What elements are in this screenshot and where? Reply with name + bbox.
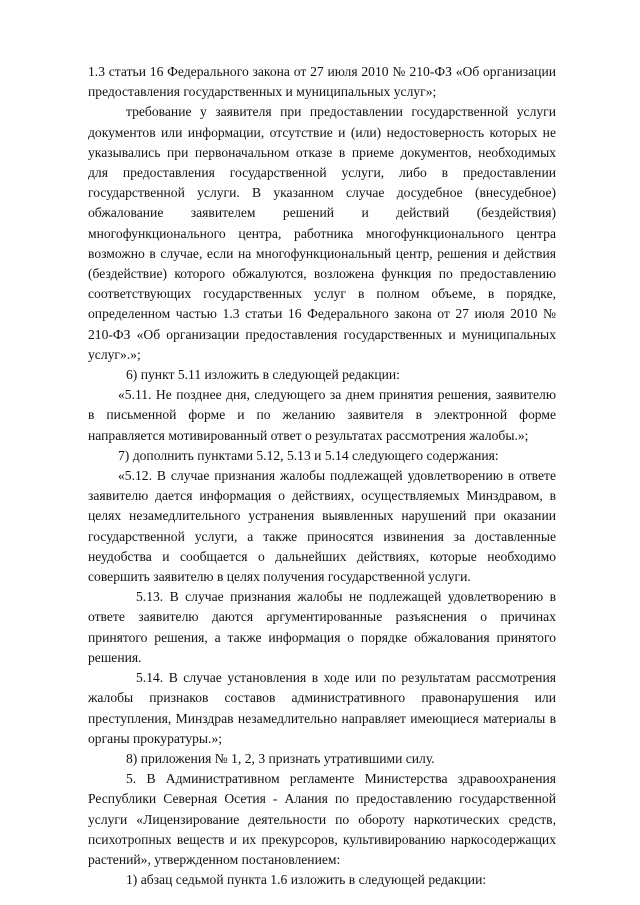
paragraph-clause-5-14: 5.14. В случае установления в ходе или по результатам рассмотрения жалобы признаков составов административного правонарушения или преступления, Минздрав незамедлительно направляет имеющиеся материалы в органы прокуратуры.»; — [88, 670, 556, 746]
paragraph-item-6: 6) пункт 5.11 изложить в следующей редакции: — [126, 367, 400, 383]
paragraph-section-5: 5. В Административном регламенте Министерства здравоохранения Республики Северная Осетия - Алания по предоставлению государственной услуги «Лицензирование деятельности по обороту наркотических средств, психотропных веществ и их прекурсоров, культивированию наркосодержащих растений», утвержденном постановлением: — [88, 771, 556, 867]
document-page — [88, 62, 556, 890]
paragraph-requirement: требование у заявителя при предоставлении государственной услуги документов или информации, отсутствие и (или) недостоверность которых не указывались при первоначальном отказе в приеме документов, необходимых для предоставления государственной услуги, либо в предоставлении государственной услуги. В указанном случае досудебное (внесудебное) обжалование заявителем решений и действий (бездействия) многофункционального центра, работника многофункционального центра возможно в случае, если на многофункциональный центр, решения и действия (бездействие) которого обжалуются, возложена функция по предоставлению соответствующих государственных услуг в полном объеме, в порядке, определенном частью 1.3 статьи 16 Федерального закона от 27 июля 2010 № 210-ФЗ «Об организации предоставления государственных и муниципальных услуг».»; — [88, 104, 556, 362]
paragraph-item-8: 8) приложения № 1, 2, 3 признать утратившими силу. — [126, 750, 435, 766]
paragraph-item-1: 1) абзац седьмой пункта 1.6 изложить в следующей редакции: — [126, 872, 487, 888]
paragraph-item-7: 7) дополнить пунктами 5.12, 5.13 и 5.14 следующего содержания: — [118, 447, 499, 463]
paragraph-clause-5-11: «5.11. Не позднее дня, следующего за днем принятия решения, заявителю в письменной форме и по желанию заявителя в электронной форме направляется мотивированный ответ о результатах рассмотрения жалобы.»; — [88, 387, 556, 443]
paragraph-article-reference: 1.3 статьи 16 Федерального закона от 27 июля 2010 № 210-ФЗ «Об организации предоставления государственных и муниципальных услуг»; — [88, 64, 556, 100]
paragraph-clause-5-13: 5.13. В случае признания жалобы не подлежащей удовлетворению в ответе заявителю даются аргументированные разъяснения о причинах принятого решения, а также информация о порядке обжалования принятого решения. — [88, 589, 556, 665]
paragraph-clause-5-12: «5.12. В случае признания жалобы подлежащей удовлетворению в ответе заявителю дается информация о действиях, осуществляемых Минздравом, в целях незамедлительного устранения выявленных нарушений при оказании государственной услуги, а также приносятся извинения за доставленные неудобства и сообщается о дальнейших действиях, которые необходимо совершить заявителю в целях получения государственной услуги. — [88, 468, 556, 585]
